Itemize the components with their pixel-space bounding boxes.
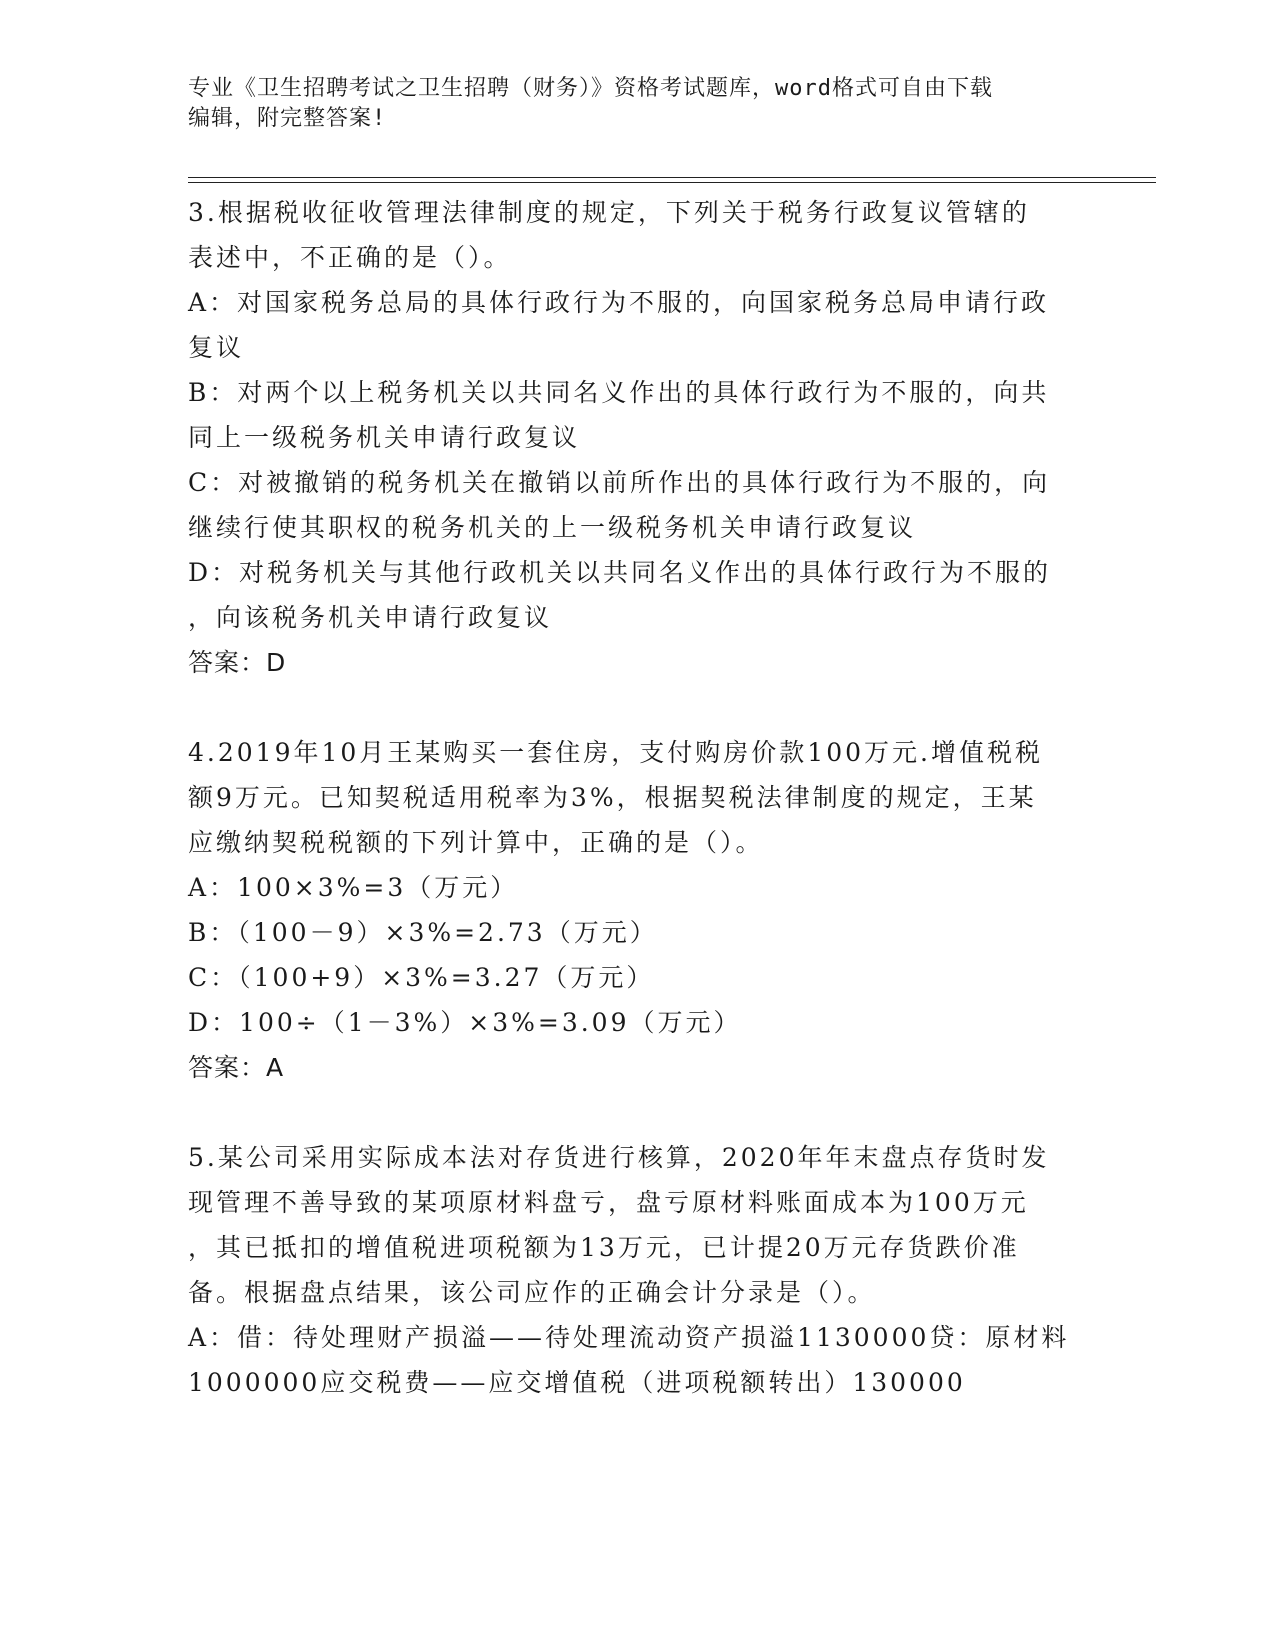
option-a-line: A：借：待处理财产损溢——待处理流动资产损溢1130000贷：原材料 [188,1323,1070,1352]
option-a-line: 复议 [188,333,245,362]
option-c-line: C：（100+9）×3%=3.27（万元） [188,963,655,992]
question-stem-line: 4.2019年10月王某购买一套住房，支付购房价款100万元.增值税税 [188,738,1043,767]
option-a-line: A：100×3%=3（万元） [188,873,519,902]
question-stem-line: 表述中，不正确的是（）。 [188,243,512,272]
option-d-line: ，向该税务机关申请行政复议 [188,603,553,632]
header-line-1: 专业《卫生招聘考试之卫生招聘（财务）》资格考试题库，word格式可自由下载 [188,76,993,101]
question-stem-line: 额9万元。已知契税适用税率为3%，根据契税法律制度的规定，王某 [188,783,1037,812]
question-stem-line: 备。根据盘点结果，该公司应作的正确会计分录是（）。 [188,1278,876,1307]
option-b-line: B：对两个以上税务机关以共同名义作出的具体行政行为不服的，向共 [188,378,1050,407]
option-c-line: C：对被撤销的税务机关在撤销以前所作出的具体行政行为不服的，向 [188,468,1051,497]
question-stem-line: 现管理不善导致的某项原材料盘亏，盘亏原材料账面成本为100万元 [188,1188,1029,1217]
header-line-2: 编辑，附完整答案! [188,106,387,131]
spacer [188,685,1088,730]
option-b-line: B：（100－9）×3%=2.73（万元） [188,918,658,947]
option-d-line: D：100÷（1－3%）×3%=3.09（万元） [188,1008,742,1037]
question-stem-line: 5.某公司采用实际成本法对存货进行核算，2020年年末盘点存货时发 [188,1143,1050,1172]
answer-label: 答案：A [188,1053,285,1082]
header-divider-bottom [188,182,1156,183]
option-b-line: 同上一级税务机关申请行政复议 [188,423,581,452]
question-stem-line: 3.根据税收征收管理法律制度的规定，下列关于税务行政复议管辖的 [188,198,1030,227]
question-5 [188,1135,1088,1405]
option-a-line: A：对国家税务总局的具体行政行为不服的，向国家税务总局申请行政 [188,288,1050,317]
option-c-line: 继续行使其职权的税务机关的上一级税务机关申请行政复议 [188,513,917,542]
document-header [188,74,1068,134]
spacer [188,1090,1088,1135]
answer-label: 答案：D [188,648,287,677]
question-4 [188,730,1088,1090]
question-3 [188,190,1088,685]
question-list [188,190,1088,1405]
option-a-line: 1000000应交税费——应交增值税（进项税额转出）130000 [188,1368,966,1397]
question-stem-line: 应缴纳契税税额的下列计算中，正确的是（）。 [188,828,764,857]
header-divider-top [188,177,1156,178]
option-d-line: D：对税务机关与其他行政机关以共同名义作出的具体行政行为不服的 [188,558,1052,587]
question-stem-line: ，其已抵扣的增值税进项税额为13万元，已计提20万元存货跌价准 [188,1233,1020,1262]
